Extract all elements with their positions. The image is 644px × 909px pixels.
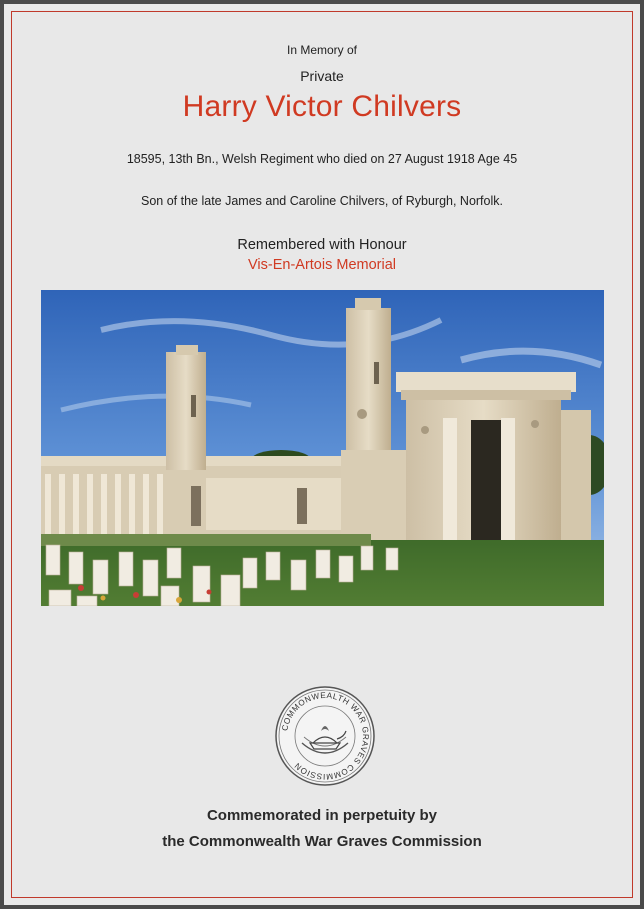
footer-line-1: Commemorated in perpetuity by bbox=[206, 807, 438, 824]
memorial-photo bbox=[41, 290, 604, 606]
memorial-name: Vis-En-Artois Memorial bbox=[248, 257, 396, 273]
in-memory-label: In Memory of bbox=[286, 43, 358, 57]
service-details: 18595, 13th Bn., Welsh Regiment who died on 27 August 1918 Age 45 bbox=[126, 152, 518, 166]
cwgc-emblem bbox=[274, 685, 376, 787]
footer-line-2: the Commonwealth War Graves Commission bbox=[162, 833, 482, 850]
emblem-ring-text: COMMONWEALTH WAR GRAVES COMMISSION bbox=[280, 690, 371, 782]
rank-label: Private bbox=[300, 68, 344, 84]
family-details: Son of the late James and Caroline Chilvers, of Ryburgh, Norfolk. bbox=[141, 194, 503, 208]
remembered-label: Remembered with Honour bbox=[237, 237, 407, 253]
soldier-name: Harry Victor Chilvers bbox=[182, 90, 462, 123]
